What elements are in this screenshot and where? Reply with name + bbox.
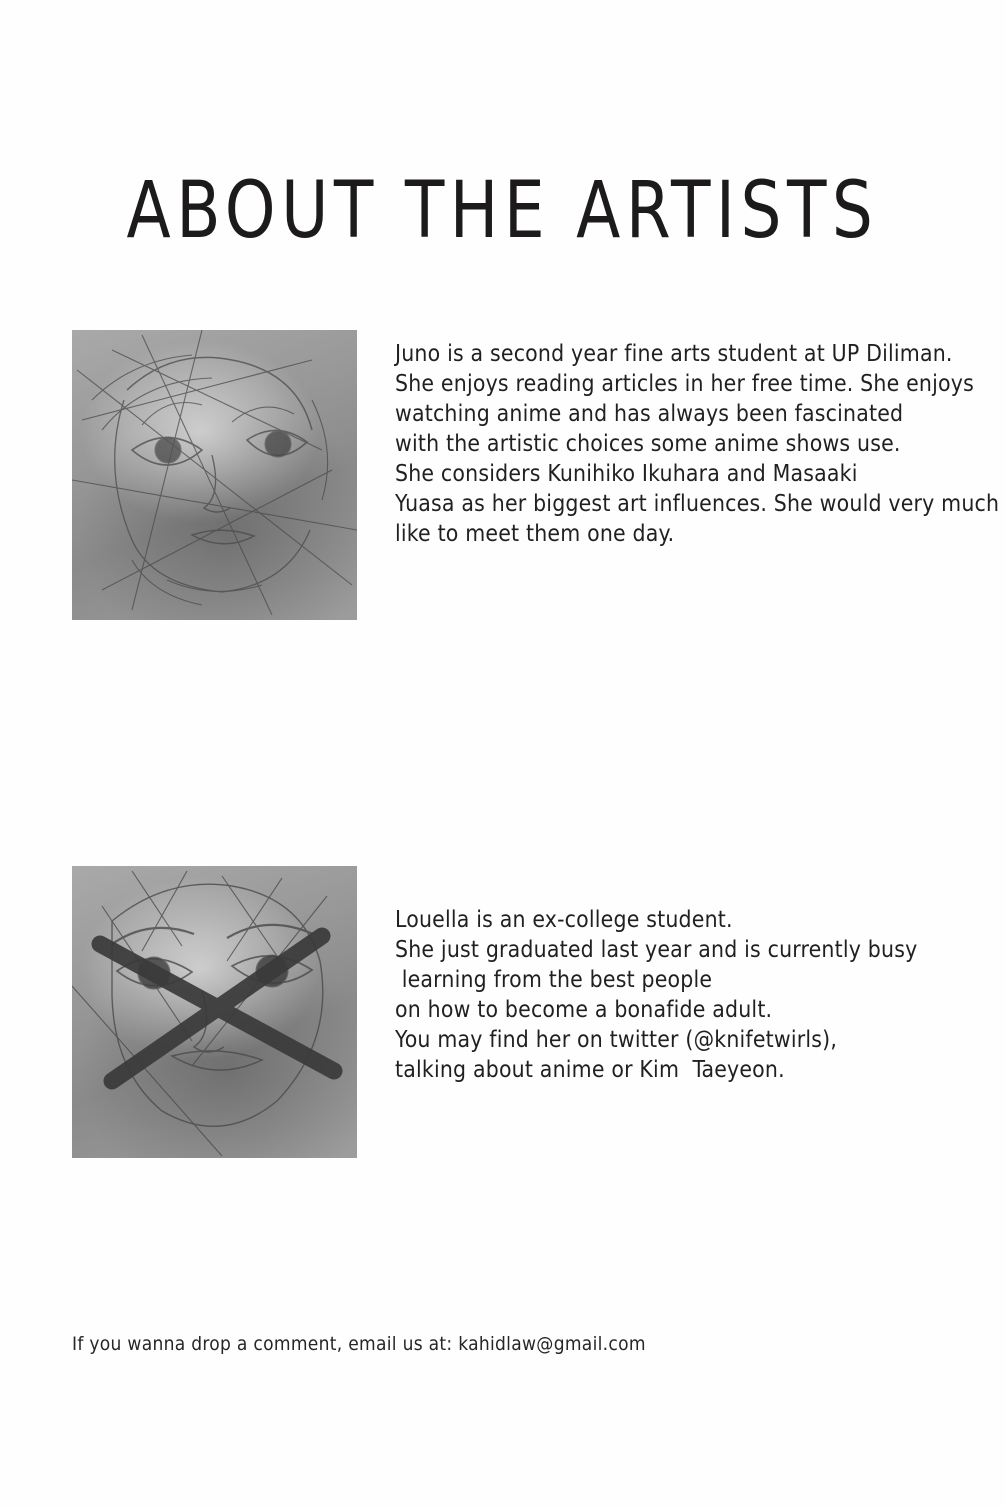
bio-line: She enjoys reading articles in her free time. She enjoys xyxy=(395,369,974,397)
bio-line: Juno is a second year fine arts student at UP Diliman. xyxy=(395,339,953,367)
bio-line: with the artistic choices some anime shows use. xyxy=(395,429,901,457)
sketch-lines-icon xyxy=(72,330,357,620)
artist-entry-louella xyxy=(72,866,934,1158)
artist-portrait-louella xyxy=(72,866,357,1158)
bio-line: Louella is an ex-college student. xyxy=(395,905,733,933)
artist-portrait-juno xyxy=(72,330,357,620)
bio-line: talking about anime or Kim Taeyeon. xyxy=(395,1055,785,1083)
bio-line: She considers Kunihiko Ikuhara and Masaaki xyxy=(395,459,858,487)
sketch-lines-icon xyxy=(72,866,357,1158)
artist-entry-juno xyxy=(72,330,1000,620)
artist-bio-louella xyxy=(395,866,934,1084)
bio-line: You may find her on twitter (@knifetwirls), xyxy=(395,1025,838,1053)
bio-line: on how to become a bonafide adult. xyxy=(395,995,773,1023)
footer-contact-note: If you wanna drop a comment, email us at: kahidlaw@gmail.com xyxy=(72,1333,646,1355)
bio-line: Yuasa as her biggest art influences. She would very much xyxy=(395,489,1000,517)
bio-line: like to meet them one day. xyxy=(395,519,675,547)
bio-line: She just graduated last year and is currently busy xyxy=(395,935,918,963)
artist-bio-juno xyxy=(395,330,1000,548)
bio-line: learning from the best people xyxy=(395,965,713,993)
bio-line: watching anime and has always been fascinated xyxy=(395,399,904,427)
page-title: ABOUT THE ARTISTS xyxy=(126,166,879,257)
